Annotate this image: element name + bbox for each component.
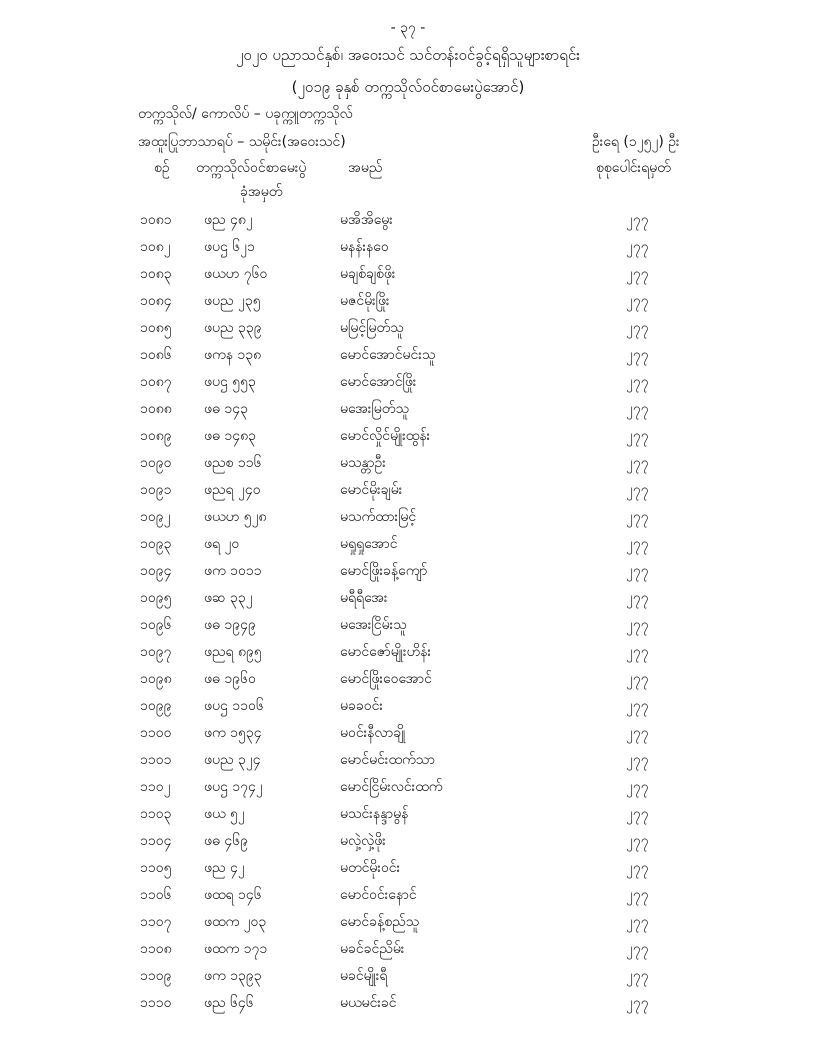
serial-cell: ၁၀၈၅	[140, 320, 172, 336]
table-row	[0, 561, 816, 588]
name-cell: မောင်ဝင်းနောင်	[340, 887, 417, 903]
roll-number-cell: ဖဓ ၁၄၈၃	[204, 428, 256, 444]
serial-cell: ၁၀၉၇	[140, 644, 172, 660]
name-cell: မောင်မိုးချမ်း	[340, 482, 403, 498]
roll-number-cell: ဖပည ၂၃၅	[204, 293, 261, 309]
roll-number-cell: ဖရ ၂၀	[204, 536, 240, 552]
major-line: အထူးပြုဘာသာရပ် – သမိုင်း(အဝေးသင်)	[138, 134, 346, 150]
total-marks-cell: ၂၇၇	[626, 995, 649, 1011]
total-marks-cell: ၂၇၇	[626, 536, 649, 552]
table-row	[0, 588, 816, 615]
roll-number-cell: ဖထက ၂၀၃	[204, 914, 267, 930]
total-marks-cell: ၂၇၇	[626, 266, 649, 282]
table-row	[0, 372, 816, 399]
document-title: ၂၀၂၀ ပညာသင်နှစ်၊ အဝေးသင် သင်တန်းဝင်ခွင့်ရရှိသူများစာရင်း	[236, 46, 580, 64]
roll-number-cell: ဖက ၁၀၁၁	[204, 563, 262, 579]
total-marks-cell: ၂၇၇	[626, 509, 649, 525]
total-count: ဦးရေ (၁၂၅၂) ဦး	[592, 134, 680, 150]
header-roll-number-line2: ခုံအမှတ်	[240, 184, 283, 200]
serial-cell: ၁၁၀၉	[140, 968, 172, 984]
table-row	[0, 777, 816, 804]
serial-cell: ၁၀၉၃	[140, 536, 172, 552]
roll-number-cell: ဖညစ ၁၁၆	[204, 455, 262, 471]
table-row	[0, 615, 816, 642]
serial-cell: ၁၀၈၂	[140, 239, 171, 255]
serial-cell: ၁၀၈၄	[140, 293, 172, 309]
name-cell: မခင်ခင်ညိမ်း	[340, 941, 405, 957]
name-cell: မနန်းနဝေ	[340, 239, 389, 255]
table-row	[0, 669, 816, 696]
serial-cell: ၁၀၈၈	[140, 401, 172, 417]
name-cell: မောင်လှိုင်မျိုးထွန်း	[340, 428, 431, 444]
serial-cell: ၁၁၁၀	[140, 995, 172, 1011]
total-marks-cell: ၂၇၇	[626, 860, 649, 876]
roll-number-cell: ဖပည ၃၂၄	[204, 752, 261, 768]
name-cell: မရှုရှုအောင်	[340, 536, 398, 552]
roll-number-cell: ဖယ ၅၂	[204, 806, 245, 822]
total-marks-cell: ၂၇၇	[626, 320, 649, 336]
roll-number-cell: ဖဓ ၁၉၆၀	[204, 671, 256, 687]
name-cell: မတင်မိုးဝင်း	[340, 860, 401, 876]
roll-number-cell: ဖကန ၁၃၈	[204, 347, 262, 363]
total-marks-cell: ၂၇၇	[626, 725, 649, 741]
total-marks-cell: ၂၇၇	[626, 347, 649, 363]
roll-number-cell: ဖပဌ ၅၅၃	[204, 374, 256, 390]
name-cell: မရီရီအေး	[340, 590, 388, 606]
total-marks-cell: ၂၇၇	[626, 617, 649, 633]
table-row	[0, 750, 816, 777]
serial-cell: ၁၀၉၄	[140, 563, 172, 579]
roll-number-cell: ဖညရ ၂၄၀	[204, 482, 261, 498]
page-number: - ၃၇ -	[390, 20, 426, 36]
roll-number-cell: ဖဆ ၃၃၂	[204, 590, 253, 606]
table-row	[0, 318, 816, 345]
roll-number-cell: ဖဓ ၄၆၉	[204, 833, 248, 849]
roll-number-cell: ဖထက ၁၇၁	[204, 941, 268, 957]
table-row	[0, 993, 816, 1020]
total-marks-cell: ၂၇၇	[626, 968, 649, 984]
serial-cell: ၁၀၈၉	[140, 428, 172, 444]
serial-cell: ၁၁၀၀	[140, 725, 172, 741]
roll-number-cell: ဖပဌ ၁၁၀၆	[204, 698, 264, 714]
name-cell: မသန္တာဦး	[340, 455, 386, 471]
name-cell: မအိအိမွေး	[340, 212, 393, 228]
total-marks-cell: ၂၇၇	[626, 428, 649, 444]
name-cell: မသက်ထားမြင့်	[340, 509, 417, 525]
name-cell: မအေးငြိမ်းသူ	[340, 617, 407, 633]
header-serial: စဉ်	[154, 160, 170, 176]
total-marks-cell: ၂၇၇	[626, 212, 649, 228]
roll-number-cell: ဖဓ ၁၉၄၉	[204, 617, 256, 633]
name-cell: မသင်းနန္ဒာမွန်	[340, 806, 409, 822]
table-row	[0, 264, 816, 291]
serial-cell: ၁၀၈၁	[140, 212, 172, 228]
name-cell: မဝင်းနီလာချို	[340, 725, 406, 741]
total-marks-cell: ၂၇၇	[626, 455, 649, 471]
roll-number-cell: ဖပဌ ၆၂၁	[204, 239, 255, 255]
roll-number-cell: ဖထရ ၁၄၆	[204, 887, 262, 903]
serial-cell: ၁၀၉၂	[140, 509, 171, 525]
total-marks-cell: ၂၇၇	[626, 401, 649, 417]
table-row	[0, 534, 816, 561]
total-marks-cell: ၂၇၇	[626, 563, 649, 579]
roll-number-cell: ဖယဟ ၅၂၈	[204, 509, 267, 525]
name-cell: မောင်ဖြိုးဝေအောင်	[340, 671, 432, 687]
header-total-marks: စုစုပေါင်းရမှတ်	[596, 160, 671, 176]
total-marks-cell: ၂၇၇	[626, 779, 649, 795]
name-cell: မမြင့်မြတ်သူ	[340, 320, 404, 336]
table-row	[0, 804, 816, 831]
serial-cell: ၁၀၉၅	[140, 590, 172, 606]
total-marks-cell: ၂၇၇	[626, 482, 649, 498]
total-marks-cell: ၂၇၇	[626, 914, 649, 930]
name-cell: မောင်ခန့်စည်သူ	[340, 914, 420, 930]
table-row	[0, 210, 816, 237]
serial-cell: ၁၀၈၇	[140, 374, 172, 390]
serial-cell: ၁၀၉၁	[140, 482, 172, 498]
serial-cell: ၁၀၈၆	[140, 347, 172, 363]
total-marks-cell: ၂၇၇	[626, 833, 649, 849]
total-marks-cell: ၂၇၇	[626, 752, 649, 768]
serial-cell: ၁၀၉၀	[140, 455, 172, 471]
total-marks-cell: ၂၇၇	[626, 374, 649, 390]
serial-cell: ၁၁၀၈	[140, 941, 172, 957]
name-cell: မဇင်မိုးဖြိုး	[340, 293, 390, 309]
table-row	[0, 453, 816, 480]
name-cell: မောင်မင်းထက်သာ	[340, 752, 435, 768]
name-cell: မယမင်းခင်	[340, 995, 397, 1011]
table-row	[0, 291, 816, 318]
serial-cell: ၁၁၀၆	[140, 887, 172, 903]
table-row	[0, 939, 816, 966]
table-row	[0, 966, 816, 993]
table-row	[0, 723, 816, 750]
total-marks-cell: ၂၇၇	[626, 671, 649, 687]
serial-cell: ၁၁၀၄	[140, 833, 172, 849]
total-marks-cell: ၂၇၇	[626, 698, 649, 714]
serial-cell: ၁၀၈၃	[140, 266, 172, 282]
roll-number-cell: ဖည ၄၈၂	[204, 212, 253, 228]
roll-number-cell: ဖက ၁၃၉၃	[204, 968, 262, 984]
serial-cell: ၁၁၀၃	[140, 806, 172, 822]
table-row	[0, 912, 816, 939]
total-marks-cell: ၂၇၇	[626, 941, 649, 957]
roll-number-cell: ဖဓ ၁၄၃	[204, 401, 248, 417]
roll-number-cell: ဖက ၁၅၃၄	[204, 725, 262, 741]
name-cell: မောင်အောင်မင်းသူ	[340, 347, 436, 363]
total-marks-cell: ၂၇၇	[626, 644, 649, 660]
name-cell: မအေးမြတ်သူ	[340, 401, 409, 417]
table-row	[0, 858, 816, 885]
table-row	[0, 426, 816, 453]
name-cell: မောင်ဖြိုးခန့်ကျော်	[340, 563, 428, 579]
serial-cell: ၁၁၀၇	[140, 914, 172, 930]
table-row	[0, 345, 816, 372]
table-row	[0, 696, 816, 723]
roll-number-cell: ဖည ၆၄၆	[204, 995, 254, 1011]
serial-cell: ၁၀၉၉	[140, 698, 172, 714]
table-row	[0, 480, 816, 507]
serial-cell: ၁၁၀၂	[140, 779, 171, 795]
table-row	[0, 507, 816, 534]
document-subtitle: (၂၀၁၉ ခုနှစ် တက္ကသိုလ်ဝင်စာမေးပွဲအောင်)	[291, 78, 525, 96]
roll-number-cell: ဖပည ၃၃၉	[204, 320, 262, 336]
total-marks-cell: ၂၇၇	[626, 887, 649, 903]
university-line: တက္ကသိုလ်/ ကောလိပ် – ပခုက္ကူတက္ကသိုလ်	[138, 106, 353, 122]
table-row	[0, 831, 816, 858]
total-marks-cell: ၂၇၇	[626, 293, 649, 309]
header-name: အမည်	[348, 160, 383, 176]
name-cell: မခခဝင်း	[340, 698, 383, 714]
serial-cell: ၁၁၀၁	[140, 752, 172, 768]
name-cell: မောင်ငြိမ်းလင်းထက်	[340, 779, 443, 795]
name-cell: မချစ်ချစ်ဖိုး	[340, 266, 396, 282]
roll-number-cell: ဖညရ ၈၉၅	[204, 644, 262, 660]
serial-cell: ၁၀၉၈	[140, 671, 172, 687]
table-row	[0, 885, 816, 912]
results-table	[0, 210, 816, 1020]
total-marks-cell: ၂၇၇	[626, 806, 649, 822]
table-row	[0, 399, 816, 426]
total-marks-cell: ၂၇၇	[626, 590, 649, 606]
roll-number-cell: ဖယဟ ၇၆၀	[204, 266, 268, 282]
serial-cell: ၁၀၉၆	[140, 617, 172, 633]
header-roll-number: တက္ကသိုလ်ဝင်စာမေးပွဲ	[196, 160, 307, 176]
roll-number-cell: ဖည ၄၂	[204, 860, 245, 876]
serial-cell: ၁၁၀၅	[140, 860, 172, 876]
name-cell: မောင်အောင်ဖြိုး	[340, 374, 417, 390]
total-marks-cell: ၂၇၇	[626, 239, 649, 255]
table-row	[0, 642, 816, 669]
name-cell: မခင်မျိုးရီ	[340, 968, 388, 984]
table-row	[0, 237, 816, 264]
name-cell: မောင်ဇော်မျိုးဟိန်း	[340, 644, 432, 660]
name-cell: မလှဲ့လှဲ့ဖိုး	[340, 833, 386, 849]
roll-number-cell: ဖပဌ ၁၇၄၂	[204, 779, 263, 795]
